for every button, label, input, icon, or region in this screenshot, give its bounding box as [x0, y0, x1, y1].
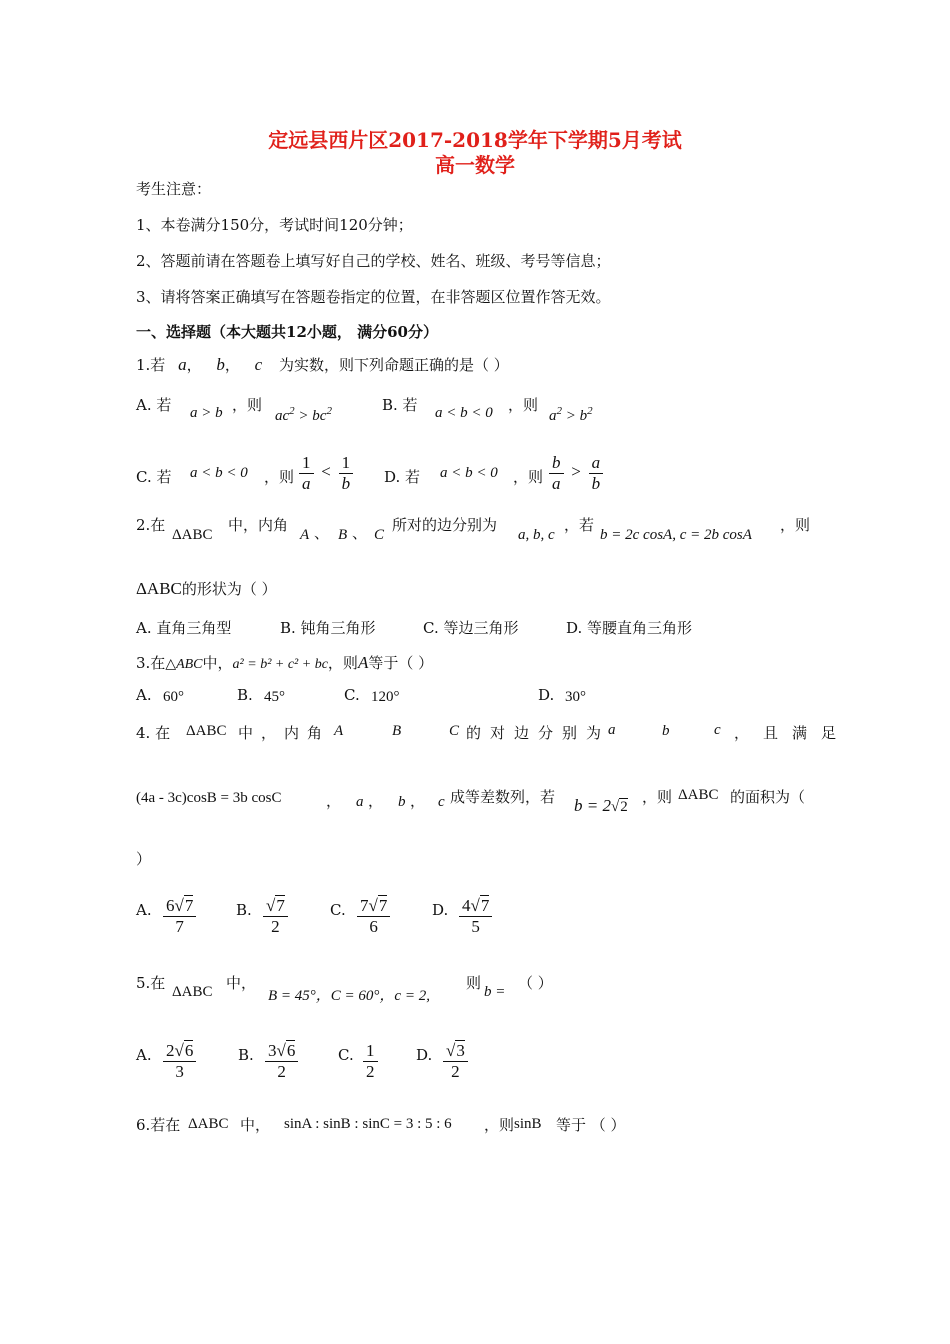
- notice-item-1: 1、本卷满分150分，考试时间120分钟；: [136, 216, 413, 234]
- q2-angle-b: B: [338, 527, 348, 543]
- q5-option-b-label: B.: [238, 1046, 254, 1064]
- q1-d-f2-num: a: [589, 453, 604, 474]
- q1-prefix: 1.若: [136, 356, 166, 374]
- q5-option-a-label: A.: [136, 1046, 152, 1064]
- q4-text-5: ，则: [642, 788, 673, 806]
- q5-b-rad: 6: [286, 1041, 296, 1060]
- q5-text-3: （ ）: [518, 974, 553, 992]
- q4-c-rad: 7: [378, 896, 388, 915]
- q1-c-frac-2: [339, 453, 354, 493]
- q2-text-1: 中，内角: [228, 516, 289, 534]
- q1-a-sup-2: 2: [326, 405, 332, 417]
- q4-d-num: 4√7: [459, 896, 492, 917]
- q4-side-c: c: [714, 722, 721, 738]
- q2-sides: a, b, c: [518, 527, 555, 543]
- q2-text-4: ，则: [780, 516, 811, 534]
- q4-a-frac: [163, 896, 196, 936]
- q2-angle-a: A: [300, 527, 310, 543]
- q1-option-d-cond: a < b < 0: [440, 465, 498, 481]
- q5-a-coef: 2: [166, 1041, 175, 1060]
- q1-a-res-2: > bc: [294, 408, 327, 424]
- q1-c-f1-num: 1: [299, 453, 314, 474]
- q5-a-den: 3: [175, 1061, 184, 1081]
- q2-condition: b = 2c cosA, c = 2b cosA: [600, 527, 752, 543]
- q3-equation: a² = b² + c² + bc: [232, 657, 328, 672]
- q5-triangle: ΔABC: [172, 984, 213, 1000]
- q1-b-sup-1: 2: [556, 405, 562, 417]
- q1-option-c-result: [296, 453, 356, 493]
- q5-a-frac: [163, 1041, 196, 1081]
- q4-a-rad: 7: [184, 896, 194, 915]
- q4-text-3: ，且满足: [734, 724, 851, 742]
- q1-b-sup-2: 2: [587, 405, 593, 417]
- q2-sep-2: 、: [352, 524, 368, 542]
- q3-option-d-label: D.: [538, 686, 555, 704]
- q4-comma-3: ，: [410, 792, 426, 810]
- q4-d-rad: 7: [480, 896, 490, 915]
- q1-option-c-then: ，则: [264, 468, 295, 486]
- q1-option-a-then: ，则: [232, 396, 263, 414]
- q5-text-2: 则: [466, 974, 482, 992]
- q4-triangle: ΔABC: [186, 723, 227, 739]
- q4-option-b: [260, 896, 291, 936]
- q5-option-d: [440, 1041, 471, 1081]
- q1-d-f2-den: b: [591, 473, 601, 493]
- q4-a-num: 6√7: [163, 896, 196, 917]
- q3-option-c: 120°: [371, 689, 400, 705]
- q5-text-1: 中，: [226, 974, 257, 992]
- q2-text-3: ，若: [564, 516, 595, 534]
- q4-sqrt-2: 2: [620, 799, 628, 815]
- q6-text-3: 等于 （ ）: [556, 1116, 626, 1134]
- q1-d-frac-2: [589, 453, 604, 493]
- q5-c-frac: [363, 1041, 378, 1081]
- q1-var-c: c: [254, 355, 263, 374]
- q1-c-frac-1: [299, 453, 314, 493]
- q4-option-a-label: A.: [136, 901, 152, 919]
- q4-comma-2: ，: [368, 792, 384, 810]
- q2-prefix: 2.在: [136, 516, 166, 534]
- q5-d-den: 2: [451, 1061, 460, 1081]
- q4-b-rad: 7: [276, 896, 285, 915]
- q5-option-b: [262, 1041, 301, 1081]
- q4-option-c-label: C.: [330, 901, 346, 919]
- q5-c-num: 1: [363, 1041, 378, 1062]
- q1-option-a-result: [275, 405, 332, 425]
- q5-option-c-label: C.: [338, 1046, 354, 1064]
- q6-equation: sinA : sinB : sinC = 3 : 5 : 6: [284, 1116, 452, 1132]
- q4-text-6: 的面积为（: [730, 788, 806, 806]
- q3-option-a: 60°: [163, 689, 184, 705]
- q2-line2-triangle: ΔABC: [136, 579, 182, 598]
- q4-b-eq: b = 2: [574, 796, 611, 815]
- q4-sqrt-sign: √: [610, 799, 620, 815]
- q1-option-b-then: ，则: [508, 396, 539, 414]
- q1-var-a: a: [178, 355, 187, 374]
- q2-text-2: 所对的边分别为: [392, 516, 498, 534]
- q1-c-f1-den: a: [302, 473, 311, 493]
- q1-option-d-label: D. 若: [384, 468, 421, 486]
- exam-subject: 高一数学: [435, 153, 515, 177]
- q1-option-b-cond: a < b < 0: [435, 405, 493, 421]
- q4-d-coef: 4: [462, 896, 471, 915]
- q6-text-1: 中，: [240, 1116, 271, 1134]
- exam-title: 定远县西片区2017-2018学年下学期5月考试: [268, 128, 682, 152]
- q5-d-num: √3: [443, 1041, 468, 1062]
- q3-option-d: 30°: [565, 689, 586, 705]
- q4-seq-a: a: [356, 794, 364, 810]
- q4-triangle-2: ΔABC: [678, 787, 719, 803]
- q4-b-den: 2: [271, 916, 280, 936]
- q1-d-f1-den: a: [552, 473, 561, 493]
- q6-triangle: ΔABC: [188, 1116, 229, 1132]
- q5-b-frac: [265, 1041, 298, 1081]
- q1-suffix: 为实数，则下列命题正确的是（ ）: [278, 356, 509, 374]
- q2-triangle: ΔABC: [172, 527, 213, 543]
- q4-option-d: [456, 896, 495, 936]
- q4-equation: (4a - 3c)cosB = 3b cosC: [136, 790, 282, 806]
- q3-text-3: 等于（ ）: [368, 654, 434, 672]
- q4-b-frac: [263, 896, 288, 936]
- q1-b-res-1: a: [549, 408, 557, 424]
- q1-c-rel: <: [321, 462, 331, 482]
- q4-b-num: √7: [263, 896, 288, 917]
- q4-side-b: b: [662, 723, 670, 739]
- q3-text-2: ，则: [327, 654, 358, 672]
- q4-a-coef: 6: [166, 896, 175, 915]
- q1-stem: 1.若 a， b， c 为实数，则下列命题正确的是（ ）: [136, 355, 509, 374]
- q4-c-frac: [357, 896, 390, 936]
- q4-close: ）: [136, 850, 152, 868]
- q5-a-rad: 6: [184, 1041, 194, 1060]
- q2-option-a: A. 直角三角型: [136, 619, 232, 637]
- q4-d-frac: [459, 896, 492, 936]
- q3-stem: [136, 652, 433, 673]
- q4-option-a: [160, 896, 199, 936]
- notice-heading: 考生注意：: [136, 180, 212, 198]
- q4-seq-c: c: [438, 794, 445, 810]
- q2-angle-c: C: [374, 527, 385, 543]
- q4-option-b-label: B.: [236, 901, 252, 919]
- q3-triangle: △ABC: [165, 657, 203, 672]
- q5-b-num: 3√6: [265, 1041, 298, 1062]
- q5-d-frac: [443, 1041, 468, 1081]
- q4-b-value: [574, 796, 628, 816]
- q2-line2: [136, 578, 277, 599]
- notice-item-3: 3、请将答案正确填写在答题卷指定的位置，在非答题区位置作答无效。: [136, 288, 611, 306]
- q1-c-f2-den: b: [341, 473, 351, 493]
- q2-option-b: B. 钝角三角形: [280, 619, 376, 637]
- q4-text-4: 成等差数列，若: [450, 788, 556, 806]
- q1-option-a-cond: a > b: [190, 405, 223, 421]
- q3-text-1: 中，: [202, 654, 233, 672]
- q5-prefix: 5.在: [136, 974, 166, 992]
- q5-a-num: 2√6: [163, 1041, 196, 1062]
- q3-option-c-label: C.: [344, 686, 360, 704]
- q4-comma-1: ，: [326, 792, 342, 810]
- q4-c-num: 7√7: [357, 896, 390, 917]
- q4-option-d-label: D.: [432, 901, 449, 919]
- q5-ask: b =: [484, 984, 506, 1000]
- q4-text-1: 中，内角: [238, 724, 331, 742]
- q1-option-d-then: ，则: [513, 468, 544, 486]
- q3-option-b-label: B.: [237, 686, 253, 704]
- q2-option-d: D. 等腰直角三角形: [566, 619, 693, 637]
- q1-a-res-1: ac: [275, 408, 290, 424]
- q4-text-2: 的对边分别为: [466, 724, 611, 742]
- q1-option-d-result: [546, 453, 606, 493]
- q5-condition: B = 45°，C = 60°，c = 2,: [268, 988, 430, 1004]
- q3-option-b: 45°: [264, 689, 285, 705]
- q2-sep-1: 、: [314, 524, 330, 542]
- q4-d-den: 5: [471, 916, 480, 936]
- q4-side-a: a: [608, 722, 616, 738]
- q1-option-b-result: [549, 405, 593, 425]
- q4-c-coef: 7: [360, 896, 369, 915]
- q4-a-den: 7: [175, 916, 184, 936]
- q5-d-rad: 3: [456, 1041, 465, 1060]
- q4-option-c: [354, 896, 393, 936]
- q1-b-res-2: > b: [562, 408, 588, 424]
- q5-option-a: [160, 1041, 199, 1081]
- q1-c-f2-num: 1: [339, 453, 354, 474]
- q4-angle-a: A: [334, 723, 344, 739]
- q3-option-a-label: A.: [136, 686, 152, 704]
- q3-prefix: 3.在: [136, 654, 166, 672]
- q2-option-c: C. 等边三角形: [423, 619, 519, 637]
- q4-angle-b: B: [392, 723, 402, 739]
- q6-ask: sinB: [514, 1116, 542, 1132]
- q4-angle-c: C: [449, 723, 460, 739]
- notice-item-2: 2、答题前请在答题卷上填写好自己的学校、姓名、班级、考号等信息；: [136, 252, 611, 270]
- q1-d-rel: >: [571, 462, 581, 482]
- q1-d-frac-1: [549, 453, 564, 493]
- q4-seq-b: b: [398, 794, 406, 810]
- q4-prefix: 4. 在: [136, 724, 171, 742]
- q5-c-den: 2: [366, 1061, 375, 1081]
- q3-angle-a: A: [357, 653, 369, 672]
- q5-option-d-label: D.: [416, 1046, 433, 1064]
- q6-text-2: ，则: [484, 1116, 515, 1134]
- q1-option-a-label: A. 若: [136, 396, 172, 414]
- q5-option-c: [360, 1041, 381, 1081]
- q1-option-b-label: B. 若: [382, 396, 418, 414]
- q5-b-den: 2: [277, 1061, 286, 1081]
- q4-c-den: 6: [369, 916, 378, 936]
- q5-b-coef: 3: [268, 1041, 277, 1060]
- q1-a-sup-1: 2: [289, 405, 295, 417]
- q6-prefix: 6.若在: [136, 1116, 181, 1134]
- q1-option-c-label: C. 若: [136, 468, 172, 486]
- q2-line2-text: 的形状为（ ）: [181, 580, 277, 598]
- q1-var-b: b: [216, 355, 225, 374]
- q1-d-f1-num: b: [549, 453, 564, 474]
- section-heading: 一、选择题（本大题共12小题， 满分60分）: [136, 323, 438, 341]
- q1-option-c-cond: a < b < 0: [190, 465, 248, 481]
